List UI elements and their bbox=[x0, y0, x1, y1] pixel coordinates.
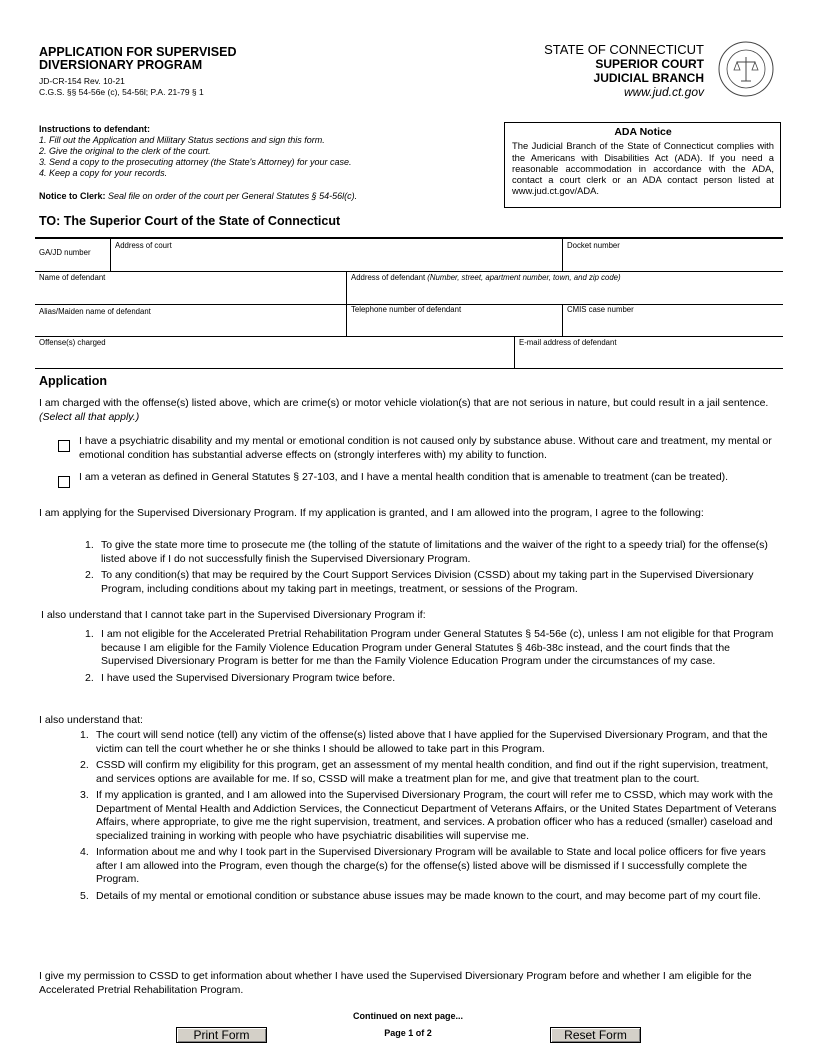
clerk-notice-text: Seal file on order of the court per General Statutes § 54-56l(c). bbox=[108, 191, 358, 201]
list-item: 2. I have used the Supervised Diversionary Program twice before. bbox=[85, 671, 396, 684]
ada-notice-box bbox=[504, 122, 781, 208]
defendant-address-label: Address of defendant bbox=[351, 273, 426, 282]
defendant-address-hint: (Number, street, apartment number, town, and zip code) bbox=[427, 273, 621, 282]
instruction-item: 3. Send a copy to the prosecuting attorney (the State's Attorney) for your case. bbox=[39, 157, 352, 167]
cmis-field[interactable]: CMIS case number bbox=[567, 305, 634, 314]
cannot-intro: I also understand that I cannot take part in the Supervised Diversionary Program if: bbox=[41, 609, 426, 621]
branch-name: JUDICIAL BRANCH bbox=[593, 71, 704, 85]
cannot-list bbox=[85, 628, 780, 685]
phone-field[interactable]: Telephone number of defendant bbox=[351, 305, 462, 314]
offenses-field[interactable]: Offense(s) charged bbox=[39, 338, 106, 347]
instruction-item: 1. Fill out the Application and Military Status sections and sign this form. bbox=[39, 135, 325, 145]
page-number: Page 1 of 2 bbox=[384, 1028, 432, 1038]
instructions bbox=[39, 124, 489, 179]
defendant-name-field[interactable]: Name of defendant bbox=[39, 273, 106, 282]
list-item: 4. Information about me and why I took part in the Supervised Diversionary Program will be available to State and local police officers for five years after I am allowed into the Program, even though the charge(s) for the offense(s) listed above will be dismissed if I successfully complete the Program. bbox=[80, 846, 766, 885]
list-item: 1. The court will send notice (tell) any victim of the offense(s) listed above that I have applied for the Supervised Diversionary Program, and that the victim can tell the court whether he or she thinks I should be allowed to take part in this Program. bbox=[80, 729, 768, 755]
application-heading: Application bbox=[39, 374, 108, 388]
website[interactable]: www.jud.ct.gov bbox=[623, 85, 704, 99]
instruction-item: 4. Keep a copy for your records. bbox=[39, 168, 168, 178]
list-item: 3. If my application is granted, and I am allowed into the Supervised Diversionary Program, the court will refer me to CSSD, which may work with the Department of Mental Health and Addiction Services, the Connecticut Department of Veterans Affairs, or the United States Department of Veterans Affairs, where appropriate, to give me the right supervision, treatment, and services. A probation officer who has a reduced (smaller) caseload and specialized training in working with people who have psychiatric disabilities will supervise me. bbox=[80, 789, 777, 842]
continued-note: Continued on next page... bbox=[353, 1011, 463, 1021]
instruction-item: 2. Give the original to the clerk of the court. bbox=[39, 146, 211, 156]
ada-heading: ADA Notice bbox=[614, 126, 672, 138]
permission-text: I give my permission to CSSD to get information about whether I have used the Supervised Diversionary Program before and whether I am eligible for the Accelerated Pretrial Rehabilitation Program. bbox=[39, 970, 752, 996]
form-id: JD-CR-154 Rev. 10-21 bbox=[39, 76, 125, 86]
form-title bbox=[39, 46, 236, 72]
psychiatric-disability-checkbox[interactable] bbox=[58, 440, 70, 452]
reset-form-button[interactable]: Reset Form bbox=[550, 1027, 641, 1043]
form-statutes: C.G.S. §§ 54-56e (c), 54-56l; P.A. 21-79 § 1 bbox=[39, 87, 204, 97]
court-address-field[interactable]: Address of court bbox=[115, 241, 172, 250]
ada-text: The Judicial Branch of the State of Connecticut complies with the Americans with Disabilities Act (ADA). If you need a reasonable accommodation in accordance with the ADA, contact a court clerk or an ADA contact person listed at www.jud.ct.gov/ADA. bbox=[512, 140, 774, 197]
court-header bbox=[544, 43, 704, 99]
defendant-address-field[interactable] bbox=[351, 273, 621, 282]
docket-number-field[interactable]: Docket number bbox=[567, 241, 620, 250]
list-item: 1. To give the state more time to prosecute me (the tolling of the statute of limitations and the waiver of the right to a speedy trial) for the offense(s) listed above if I do not successfully finish the Supervised Diversionary Program. bbox=[85, 539, 768, 565]
list-item: 2. To any condition(s) that may be required by the Court Support Services Division (CSSD) about my taking part in the Supervised Diversionary Program, including conditions about my taking part in meetings, treatment, or sessions of the Program. bbox=[85, 569, 754, 595]
email-field[interactable]: E-mail address of defendant bbox=[519, 338, 617, 347]
list-item: 5. Details of my mental or emotional condition or substance abuse issues may be made known to the court, and may become part of my court file. bbox=[80, 889, 761, 902]
veteran-checkbox[interactable] bbox=[58, 476, 70, 488]
application-intro-hint: (Select all that apply.) bbox=[39, 410, 140, 423]
state-seal-icon bbox=[718, 41, 774, 97]
form-id-block bbox=[39, 76, 204, 98]
instructions-heading: Instructions to defendant: bbox=[39, 124, 150, 134]
list-item: 1. I am not eligible for the Accelerated Pretrial Rehabilitation Program under General Statutes § 54-56e (c), unless I am not eligible for that Program because I am eligible for the Family Violence Education Program under General Statutes § 46b-38c instead, and the court finds that the Supervised Diversionary Program is better for me than the Family Violence Education Program under the circumstances of my case. bbox=[85, 628, 774, 667]
agree-intro: I am applying for the Supervised Diversionary Program. If my application is granted, and I am allowed into the program, I agree to the following: bbox=[39, 507, 704, 519]
clerk-notice-label: Notice to Clerk: bbox=[39, 191, 106, 201]
court-name: SUPERIOR COURT bbox=[595, 57, 704, 71]
ga-jd-field[interactable]: GA/JD number bbox=[39, 248, 91, 257]
form-title-line2: DIVERSIONARY PROGRAM bbox=[39, 58, 203, 72]
to-heading: TO: The Superior Court of the State of Connecticut bbox=[39, 214, 341, 228]
form-title-line1: APPLICATION FOR SUPERVISED bbox=[39, 45, 237, 59]
option-psychiatric-text: I have a psychiatric disability and my mental or emotional condition is not caused only by substance abuse. Without care and treatment, my mental or emotional condition has substantial adverse effects on (strongly interferes with) my ability to function. bbox=[79, 435, 772, 461]
case-info-grid bbox=[35, 237, 783, 369]
understand-intro: I also understand that: bbox=[39, 714, 143, 726]
list-item: 2. CSSD will confirm my eligibility for this program, get an assessment of my mental health condition, and find out if the right supervision, treatment, and services options are available for me. If so, CSSD will make a treatment plan for me, and give that treatment plan to the court. bbox=[80, 759, 769, 785]
understand-list bbox=[80, 729, 780, 903]
application-intro-text: I am charged with the offense(s) listed above, which are crime(s) or motor vehicle violation(s) that are not serious in nature, but could result in a jail sentence. bbox=[39, 397, 769, 409]
application-intro bbox=[39, 397, 779, 424]
alias-field[interactable]: Alias/Maiden name of defendant bbox=[39, 307, 151, 316]
clerk-notice bbox=[39, 191, 357, 201]
option-veteran-text: I am a veteran as defined in General Statutes § 27-103, and I have a mental health condition that is amenable to treatment (can be treated). bbox=[79, 471, 729, 483]
state-name: STATE OF CONNECTICUT bbox=[544, 42, 704, 57]
print-form-button[interactable]: Print Form bbox=[176, 1027, 267, 1043]
agree-list bbox=[85, 539, 780, 596]
